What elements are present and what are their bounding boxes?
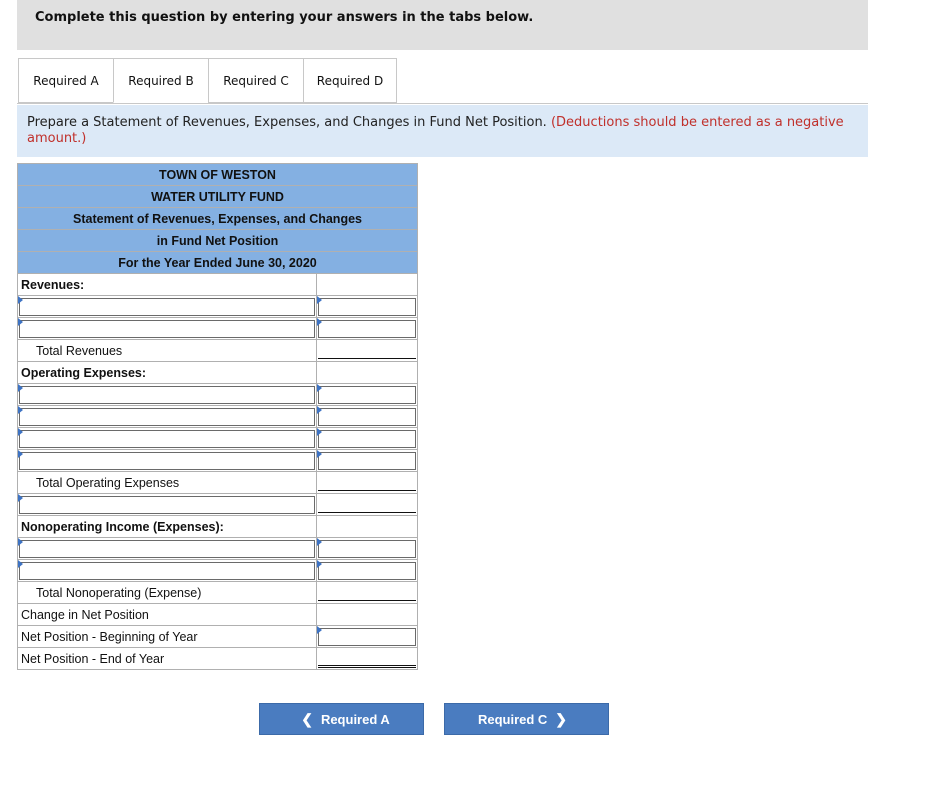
chevron-right-icon: ❯ [555,710,568,727]
total-revenues-value [317,340,418,362]
table-row [18,494,418,516]
total-operating-expenses-label: Total Operating Expenses [18,472,317,494]
dropdown-flag-icon [317,626,322,634]
table-row [18,626,418,648]
expense-1-amount-input[interactable] [317,384,418,406]
total-nonoperating-value [317,582,418,604]
expense-1-account-input[interactable] [18,384,317,406]
operating-income-value [317,494,418,516]
change-net-position-label: Change in Net Position [18,604,317,626]
statement-header-period: For the Year Ended June 30, 2020 [18,252,418,274]
dropdown-flag-icon [317,406,322,414]
operating-income-label-input[interactable] [18,494,317,516]
dropdown-flag-icon [317,384,322,392]
question-prompt [17,105,868,157]
change-net-position-value [317,604,418,626]
operating-expenses-value-cell [317,362,418,384]
tab-bar [18,58,397,104]
dropdown-flag-icon [317,538,322,546]
table-row [18,296,418,318]
revenue-2-account-input[interactable] [18,318,317,340]
statement-header-title-2: in Fund Net Position [18,230,418,252]
expense-4-amount-input[interactable] [317,450,418,472]
dropdown-flag-icon [18,560,23,568]
expense-3-amount-input[interactable] [317,428,418,450]
dropdown-flag-icon [317,296,322,304]
tab-required-a[interactable]: Required A [18,58,113,103]
table-row [18,428,418,450]
nonoperating-value-cell [317,516,418,538]
prev-button-label: Required A [320,711,390,727]
statement-header-title: Statement of Revenues, Expenses, and Changes [18,208,418,230]
dropdown-flag-icon [317,318,322,326]
nonoperating-1-amount-input[interactable] [317,538,418,560]
operating-expenses-label: Operating Expenses: [18,362,317,384]
expense-3-account-input[interactable] [18,428,317,450]
dropdown-flag-icon [18,428,23,436]
table-row [18,538,418,560]
next-required-c-button[interactable] [444,703,609,735]
revenue-1-amount-input[interactable] [317,296,418,318]
expense-2-amount-input[interactable] [317,406,418,428]
table-row [18,560,418,582]
statement-header-entity: TOWN OF WESTON [18,164,418,186]
tab-required-c[interactable]: Required C [208,58,303,103]
total-operating-expenses-value [317,472,418,494]
expense-2-account-input[interactable] [18,406,317,428]
dropdown-flag-icon [317,560,322,568]
expense-4-account-input[interactable] [18,450,317,472]
nonoperating-2-account-input[interactable] [18,560,317,582]
net-position-end-label: Net Position - End of Year [18,648,317,670]
prompt-text: Prepare a Statement of Revenues, Expenses, and Changes in Fund Net Position. [27,115,547,130]
dropdown-flag-icon [18,538,23,546]
dropdown-flag-icon [18,318,23,326]
table-row [18,450,418,472]
net-position-beginning-input[interactable] [317,626,418,648]
net-position-beginning-label: Net Position - Beginning of Year [18,626,317,648]
table-row [18,318,418,340]
revenues-label: Revenues: [18,274,317,296]
revenue-1-account-input[interactable] [18,296,317,318]
nonoperating-2-amount-input[interactable] [317,560,418,582]
dropdown-flag-icon [317,450,322,458]
nonoperating-label: Nonoperating Income (Expenses): [18,516,317,538]
tab-divider [17,103,868,104]
total-nonoperating-label: Total Nonoperating (Expense) [18,582,317,604]
dropdown-flag-icon [18,384,23,392]
table-row [18,406,418,428]
revenue-2-amount-input[interactable] [317,318,418,340]
total-revenues-label: Total Revenues [18,340,317,362]
instructions-text: Complete this question by entering your answers in the tabs below. [35,10,534,25]
prev-required-a-button[interactable] [259,703,424,735]
net-position-end-value [317,648,418,670]
table-row [18,384,418,406]
tab-required-d[interactable]: Required D [303,58,397,103]
dropdown-flag-icon [18,450,23,458]
statement-table [17,163,418,670]
tab-required-b[interactable]: Required B [113,58,208,103]
dropdown-flag-icon [18,296,23,304]
nonoperating-1-account-input[interactable] [18,538,317,560]
chevron-left-icon: ❮ [301,710,313,727]
next-button-label: Required C [477,711,548,727]
dropdown-flag-icon [18,494,23,502]
revenues-value-cell [317,274,418,296]
dropdown-flag-icon [18,406,23,414]
prompt-note: (Deductions should be entered as a negative amount.) [27,115,844,146]
instructions-bar [17,0,868,50]
dropdown-flag-icon [317,428,322,436]
statement-header-fund: WATER UTILITY FUND [18,186,418,208]
